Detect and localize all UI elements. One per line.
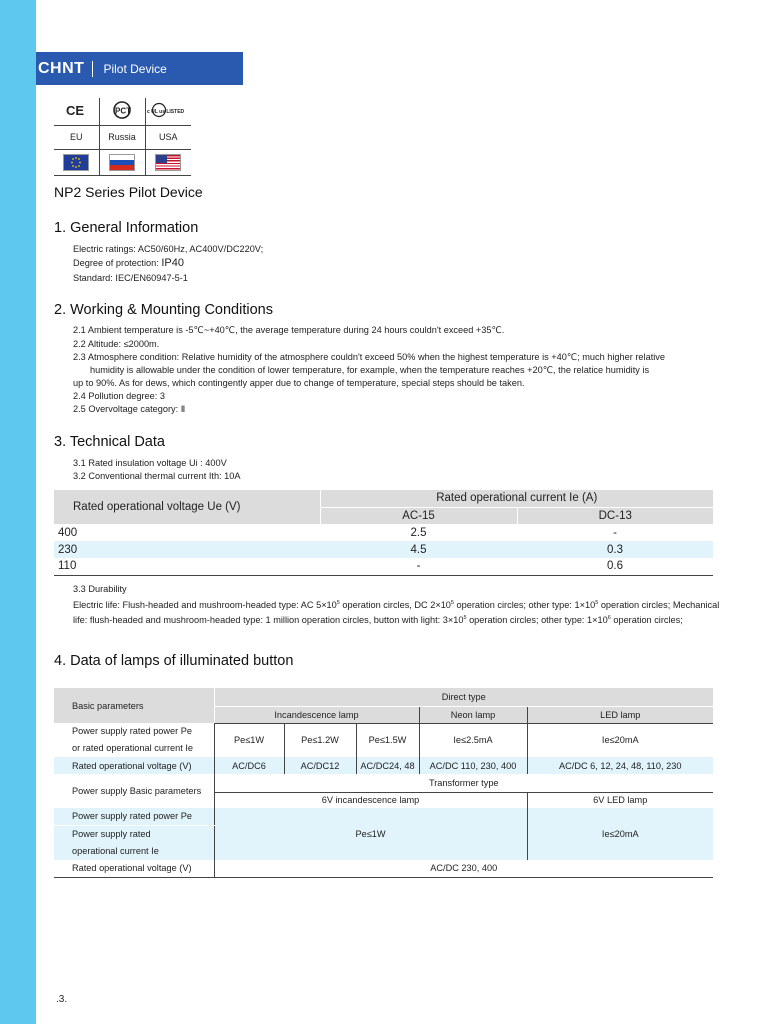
working-line-2-4: 2.4 Pollution degree: 3 bbox=[73, 391, 165, 401]
durability-title: 3.3 Durability bbox=[73, 584, 127, 594]
ps-power-label: Power supply rated power Pe bbox=[54, 808, 214, 825]
eu-flag-icon bbox=[63, 154, 89, 171]
svg-text:c UL us LISTED: c UL us LISTED bbox=[147, 109, 185, 116]
region-russia: Russia bbox=[99, 125, 145, 149]
ce-mark-icon bbox=[54, 98, 99, 125]
transformer-voltage: AC/DC 230, 400 bbox=[214, 860, 713, 878]
working-line-2-3-cont: humidity is allowable under the condition of lower temperature, for example, when the temperature reaches +20℃, the relatice humidity is bbox=[90, 365, 650, 375]
region-eu: EU bbox=[54, 125, 99, 149]
durability-text: Electric life: Flush-headed and mushroom-headed type: AC $5\times 10^5$ operation circles, DC $2\times 10^5$ operation circles; other type: $1\times 10^5$ operation circles; Mechanical life: flush-headed and mushroom-headed type: 1 million operation circles, button with light: $3\times 10^5$ operation circles; other type: $1\times 10^6$ operation circles; bbox=[73, 600, 720, 625]
power-rating-label: Power supply rated power Pe or rated operational current Ie bbox=[72, 726, 194, 753]
ps-current-label: Power supply rated operational current Ie bbox=[54, 825, 214, 860]
led-6v-header: 6V LED lamp bbox=[527, 792, 713, 808]
voltage-acdc6: AC/DC6 bbox=[214, 757, 284, 774]
region-usa: USA bbox=[145, 125, 191, 149]
section-general-heading: 1. General Information bbox=[54, 220, 199, 236]
header-band bbox=[36, 52, 243, 85]
product-title: NP2 Series Pilot Device bbox=[54, 184, 203, 200]
ie-led: Ie≤20mA bbox=[527, 723, 713, 757]
incandescence-6v-header: 6V incandescence lamp bbox=[214, 792, 527, 808]
table-row bbox=[54, 558, 713, 575]
technical-data-table bbox=[54, 490, 713, 576]
direct-type-header: Direct type bbox=[214, 688, 713, 706]
voltage-acdc24-48: AC/DC24, 48 bbox=[356, 757, 419, 774]
pct-mark-icon bbox=[99, 98, 145, 125]
insulation-voltage: 3.1 Rated insulation voltage Ui : 400V bbox=[73, 458, 227, 468]
table-row bbox=[54, 524, 713, 541]
row-ac15: 2.5 bbox=[410, 526, 427, 539]
led-header: LED lamp bbox=[527, 706, 713, 723]
sub-dc13-header: DC-13 bbox=[517, 507, 713, 524]
transformer-pe: Pe≤1W bbox=[214, 808, 527, 860]
working-line-2-5: 2.5 Overvoltage category: Ⅱ bbox=[73, 404, 186, 414]
col-voltage-header: Rated operational voltage Ue (V) bbox=[54, 490, 320, 524]
ie-neon: Ie≤2.5mA bbox=[419, 723, 527, 757]
incandescence-header: Incandescence lamp bbox=[214, 706, 419, 723]
ul-listed-mark-icon bbox=[145, 98, 191, 125]
row-voltage: 230 bbox=[54, 541, 320, 558]
transformer-ie: Ie≤20mA bbox=[527, 808, 713, 860]
russia-flag-icon bbox=[109, 154, 135, 171]
side-color-strip bbox=[0, 0, 36, 1024]
working-line-2-3-end: up to 90%. As for dews, which contingently apper due to change of temperature, special steps should be taken. bbox=[73, 378, 525, 388]
sub-ac15-header: AC-15 bbox=[320, 507, 517, 524]
row-ac15: - bbox=[416, 560, 421, 573]
pe-1-2w: Pe≤1.2W bbox=[284, 723, 356, 757]
ps-basic-parameters-label: Power supply Basic parameters bbox=[72, 786, 202, 796]
working-line-2-1: 2.1 Ambient temperature is -5℃~+40℃, the average temperature during 24 hours couldn't exceed +35℃. bbox=[73, 325, 505, 335]
voltage-acdc12: AC/DC12 bbox=[284, 757, 356, 774]
standard: Standard: IEC/EN60947-5-1 bbox=[73, 273, 188, 283]
section-technical-heading: 3. Technical Data bbox=[54, 434, 165, 450]
section-lamps-heading: 4. Data of lamps of illuminated button bbox=[54, 653, 294, 669]
protection-value: IP40 bbox=[161, 257, 184, 269]
working-line-2-3: 2.3 Atmosphere condition: Relative humidity of the atmosphere couldn't exceed 50% when the highest temperature is +40℃; much higher relative bbox=[73, 352, 665, 362]
electric-ratings: Electric ratings: AC50/60Hz, AC400V/DC220V; bbox=[73, 244, 264, 254]
voltage-neon: AC/DC 110, 230, 400 bbox=[419, 757, 527, 774]
col-current-header: Rated operational current Ie (A) bbox=[320, 490, 713, 507]
svg-text:CE: CE bbox=[66, 103, 85, 118]
row-ac15: 4.5 bbox=[320, 541, 517, 558]
lamp-data-table bbox=[54, 688, 713, 878]
rated-voltage-label: Rated operational voltage (V) bbox=[54, 757, 214, 774]
thermal-current: 3.2 Conventional thermal current Ith: 10A bbox=[73, 471, 241, 481]
certification-table bbox=[54, 98, 191, 176]
voltage-led: AC/DC 6, 12, 24, 48, 110, 230 bbox=[527, 757, 713, 774]
brand-logo: CHNT bbox=[38, 59, 85, 77]
svg-text:PCT: PCT bbox=[115, 106, 131, 116]
neon-header: Neon lamp bbox=[419, 706, 527, 723]
row-dc13: 0.6 bbox=[607, 560, 623, 573]
header-divider bbox=[92, 61, 93, 77]
row-dc13: 0.3 bbox=[517, 541, 713, 558]
rated-voltage-label-2: Rated operational voltage (V) bbox=[72, 863, 192, 874]
row-dc13: - bbox=[613, 526, 617, 539]
pe-1w: Pe≤1W bbox=[214, 723, 284, 757]
header-title: Pilot Device bbox=[103, 61, 167, 76]
row-voltage: 400 bbox=[58, 526, 78, 539]
page-number: .3. bbox=[56, 994, 68, 1005]
basic-parameters-header: Basic parameters bbox=[54, 688, 214, 723]
protection-label: Degree of protection: bbox=[73, 258, 162, 268]
working-line-2-2: 2.2 Altitude: ≤2000m. bbox=[73, 339, 160, 349]
row-voltage: 110 bbox=[58, 560, 77, 573]
section-working-heading: 2. Working & Mounting Conditions bbox=[54, 302, 273, 318]
degree-of-protection bbox=[73, 257, 184, 270]
transformer-type-header: Transformer type bbox=[214, 774, 713, 792]
table-row bbox=[54, 541, 713, 558]
usa-flag-icon bbox=[155, 154, 181, 171]
pe-1-5w: Pe≤1.5W bbox=[356, 723, 419, 757]
